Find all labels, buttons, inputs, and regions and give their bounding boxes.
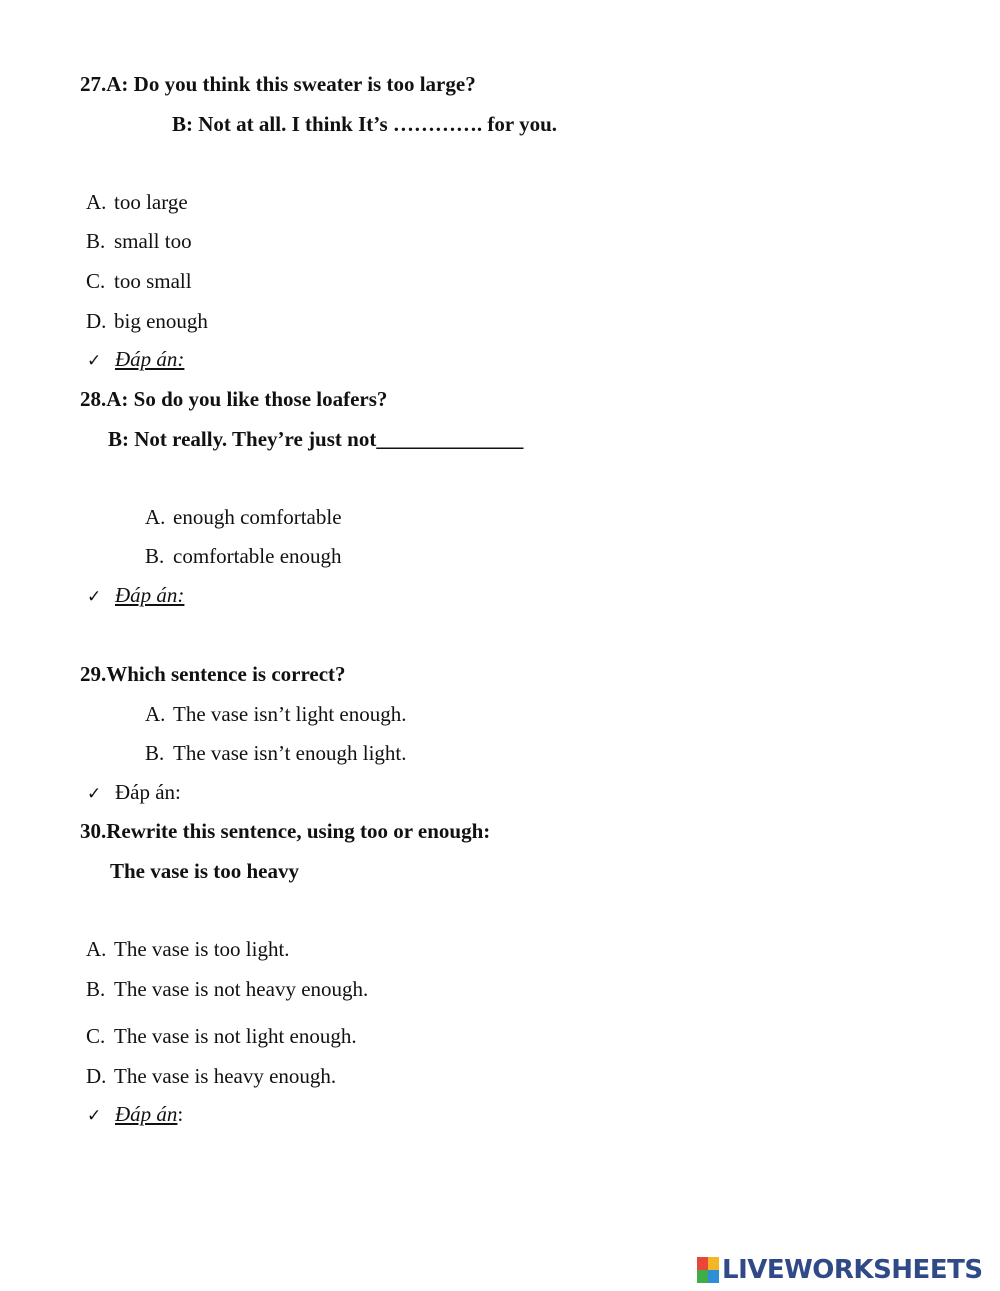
q27-option-a[interactable]: [86, 189, 188, 215]
logo-mark-icon: [697, 1257, 719, 1283]
q29-number: 29.: [80, 662, 107, 686]
option-letter: A.: [86, 937, 107, 961]
option-letter: B.: [86, 229, 106, 253]
q30-prompt: [80, 818, 490, 844]
q30-option-b[interactable]: [86, 976, 368, 1002]
logo-square-yellow: [708, 1257, 719, 1270]
answer-label: Đáp án: [115, 1102, 178, 1126]
checkmark-icon: ✓: [87, 351, 102, 371]
q29-answer[interactable]: [87, 779, 181, 807]
q27-reply: B: Not at all. I think It’s …………. for you.: [172, 112, 558, 136]
option-letter: D.: [86, 1064, 107, 1088]
option-text: The vase is too light.: [114, 937, 290, 961]
option-letter: D.: [86, 309, 107, 333]
option-text: too large: [114, 190, 188, 214]
answer-colon: :: [177, 1102, 184, 1126]
logo-square-red: [697, 1257, 708, 1270]
q27-option-d[interactable]: [86, 308, 208, 334]
option-text: small too: [114, 229, 192, 253]
q28-reply: B: Not really. They’re just not______________: [108, 427, 524, 451]
option-letter: B.: [145, 544, 165, 568]
q30-reply: The vase is too heavy: [110, 859, 299, 883]
q30-option-d[interactable]: [86, 1063, 336, 1089]
q29-option-a[interactable]: [145, 701, 407, 727]
checkmark-icon: ✓: [87, 784, 102, 804]
logo-square-green: [697, 1270, 708, 1283]
q28-number: 28.: [80, 387, 107, 411]
q27-option-c[interactable]: [86, 268, 192, 294]
answer-label: Đáp án:: [115, 347, 185, 371]
q30-option-a[interactable]: [86, 936, 290, 962]
q28-prompt-text: A: So do you like those loafers?: [106, 387, 388, 411]
q27-prompt-text: A: Do you think this sweater is too large?: [106, 72, 476, 96]
q27-answer[interactable]: [87, 346, 184, 374]
logo-square-blue: [708, 1270, 719, 1283]
option-text: too small: [114, 269, 192, 293]
q28-option-a[interactable]: [145, 504, 342, 530]
q29-option-b[interactable]: [145, 740, 407, 766]
option-text: The vase isn’t enough light.: [173, 741, 407, 765]
q27-option-b[interactable]: [86, 228, 192, 254]
option-text: The vase is not light enough.: [114, 1024, 357, 1048]
q30-answer[interactable]: [87, 1101, 183, 1129]
checkmark-icon: ✓: [87, 587, 102, 607]
logo-text: LIVEWORKSHEETS: [722, 1255, 983, 1285]
answer-label: Đáp án:: [115, 583, 185, 607]
q29-prompt-text: Which sentence is correct?: [106, 662, 346, 686]
q30-prompt-text: Rewrite this sentence, using too or enough:: [106, 819, 491, 843]
answer-label: Đáp án:: [115, 780, 181, 804]
option-letter: B.: [86, 977, 106, 1001]
q30-number: 30.: [80, 819, 107, 843]
option-letter: A.: [145, 702, 166, 726]
option-text: The vase isn’t light enough.: [173, 702, 407, 726]
q28-option-b[interactable]: [145, 543, 342, 569]
q29-prompt: [80, 661, 346, 687]
option-text: enough comfortable: [173, 505, 342, 529]
q27-number: 27.: [80, 72, 107, 96]
q30-option-c[interactable]: [86, 1023, 357, 1049]
option-letter: C.: [86, 269, 106, 293]
option-letter: C.: [86, 1024, 106, 1048]
q27-prompt: [80, 71, 476, 97]
option-letter: A.: [86, 190, 107, 214]
option-letter: A.: [145, 505, 166, 529]
q28-prompt: [80, 386, 387, 412]
option-text: The vase is not heavy enough.: [114, 977, 369, 1001]
option-text: big enough: [114, 309, 208, 333]
liveworksheets-logo: [697, 1255, 983, 1285]
checkmark-icon: ✓: [87, 1106, 102, 1126]
option-text: The vase is heavy enough.: [114, 1064, 337, 1088]
option-letter: B.: [145, 741, 165, 765]
option-text: comfortable enough: [173, 544, 342, 568]
q28-answer[interactable]: [87, 582, 184, 610]
